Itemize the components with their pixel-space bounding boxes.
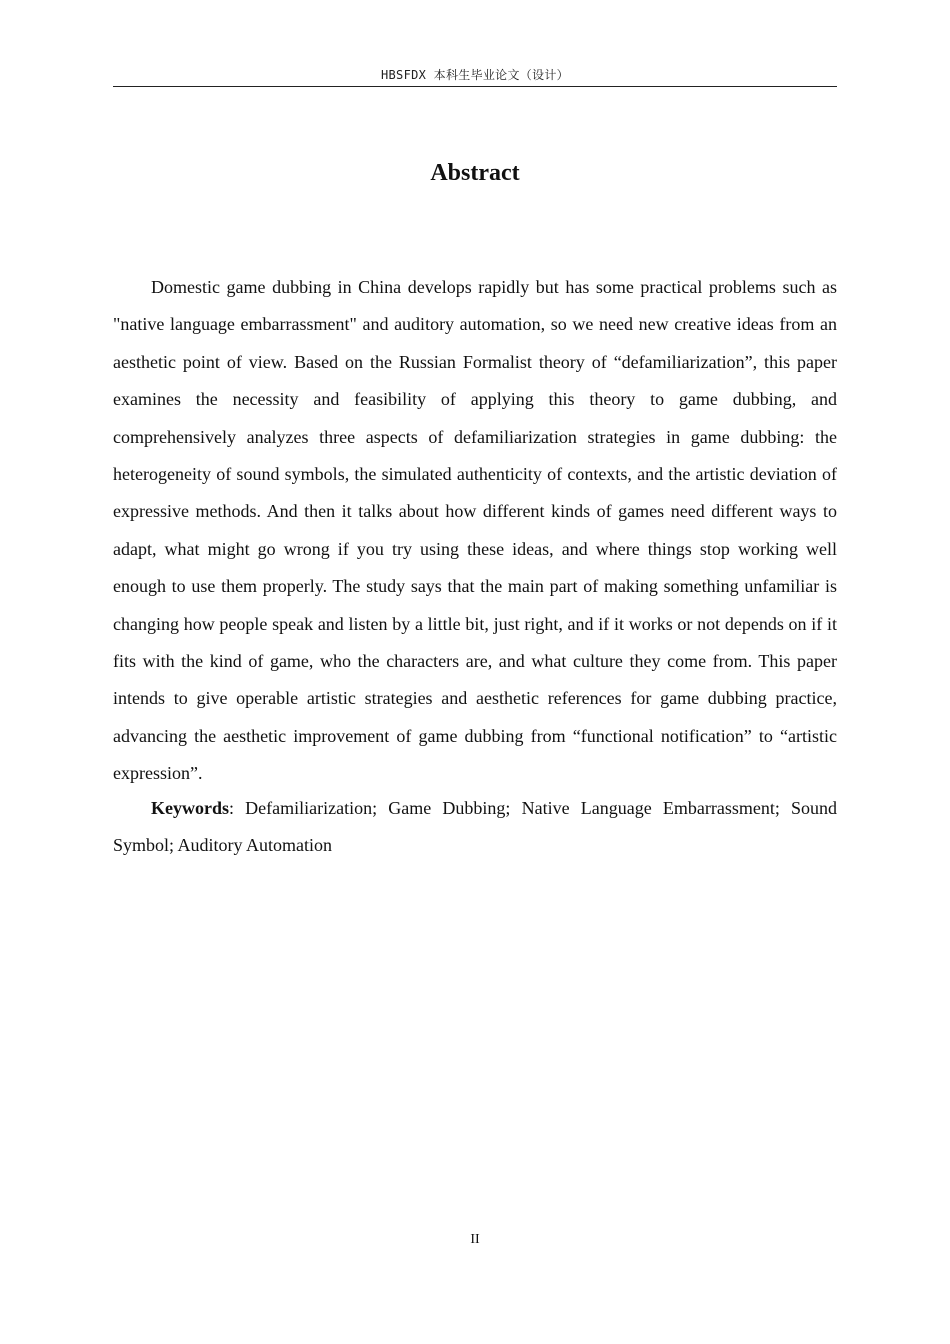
page-number: II — [470, 1232, 480, 1247]
abstract-body: Domestic game dubbing in China develops rapidly but has some practical problems such as "native language embarrassment" and auditory automation, so we need new creative ideas from an aesthetic point of view. Based on the Russian Formalist theory of “defamiliarization”, this paper examines the necessity and feasibility of applying this theory to game dubbing, and comprehensively analyzes three aspects of defamiliarization strategies in game dubbing: the heterogeneity of sound symbols, the simulated authenticity of contexts, and the artistic deviation of expressive methods. And then it talks about how different kinds of games need different ways to adapt, what might go wrong if you try using these ideas, and where things stop working well enough to use them properly. The study says that the main part of making something unfamiliar is changing how people speak and listen by a little bit, just right, and if it works or not depends on if it fits with the kind of game, who the characters are, and what culture they come from. This paper intends to give operable artistic strategies and aesthetic references for game dubbing practice, advancing the aesthetic improvement of game dubbing from “functional notification” to “artistic expression”. — [113, 277, 837, 784]
keywords-separator: : — [229, 798, 246, 818]
abstract-title: Abstract — [430, 160, 520, 186]
keywords-paragraph — [113, 790, 837, 865]
keywords-label: Keywords — [151, 798, 229, 818]
keywords-text: Defamiliarization; Game Dubbing; Native Language Embarrassment; Sound Symbol; Auditory Automation — [113, 798, 837, 856]
header-rule — [113, 86, 837, 87]
running-header: HBSFDX 本科生毕业论文（设计） — [381, 68, 569, 82]
